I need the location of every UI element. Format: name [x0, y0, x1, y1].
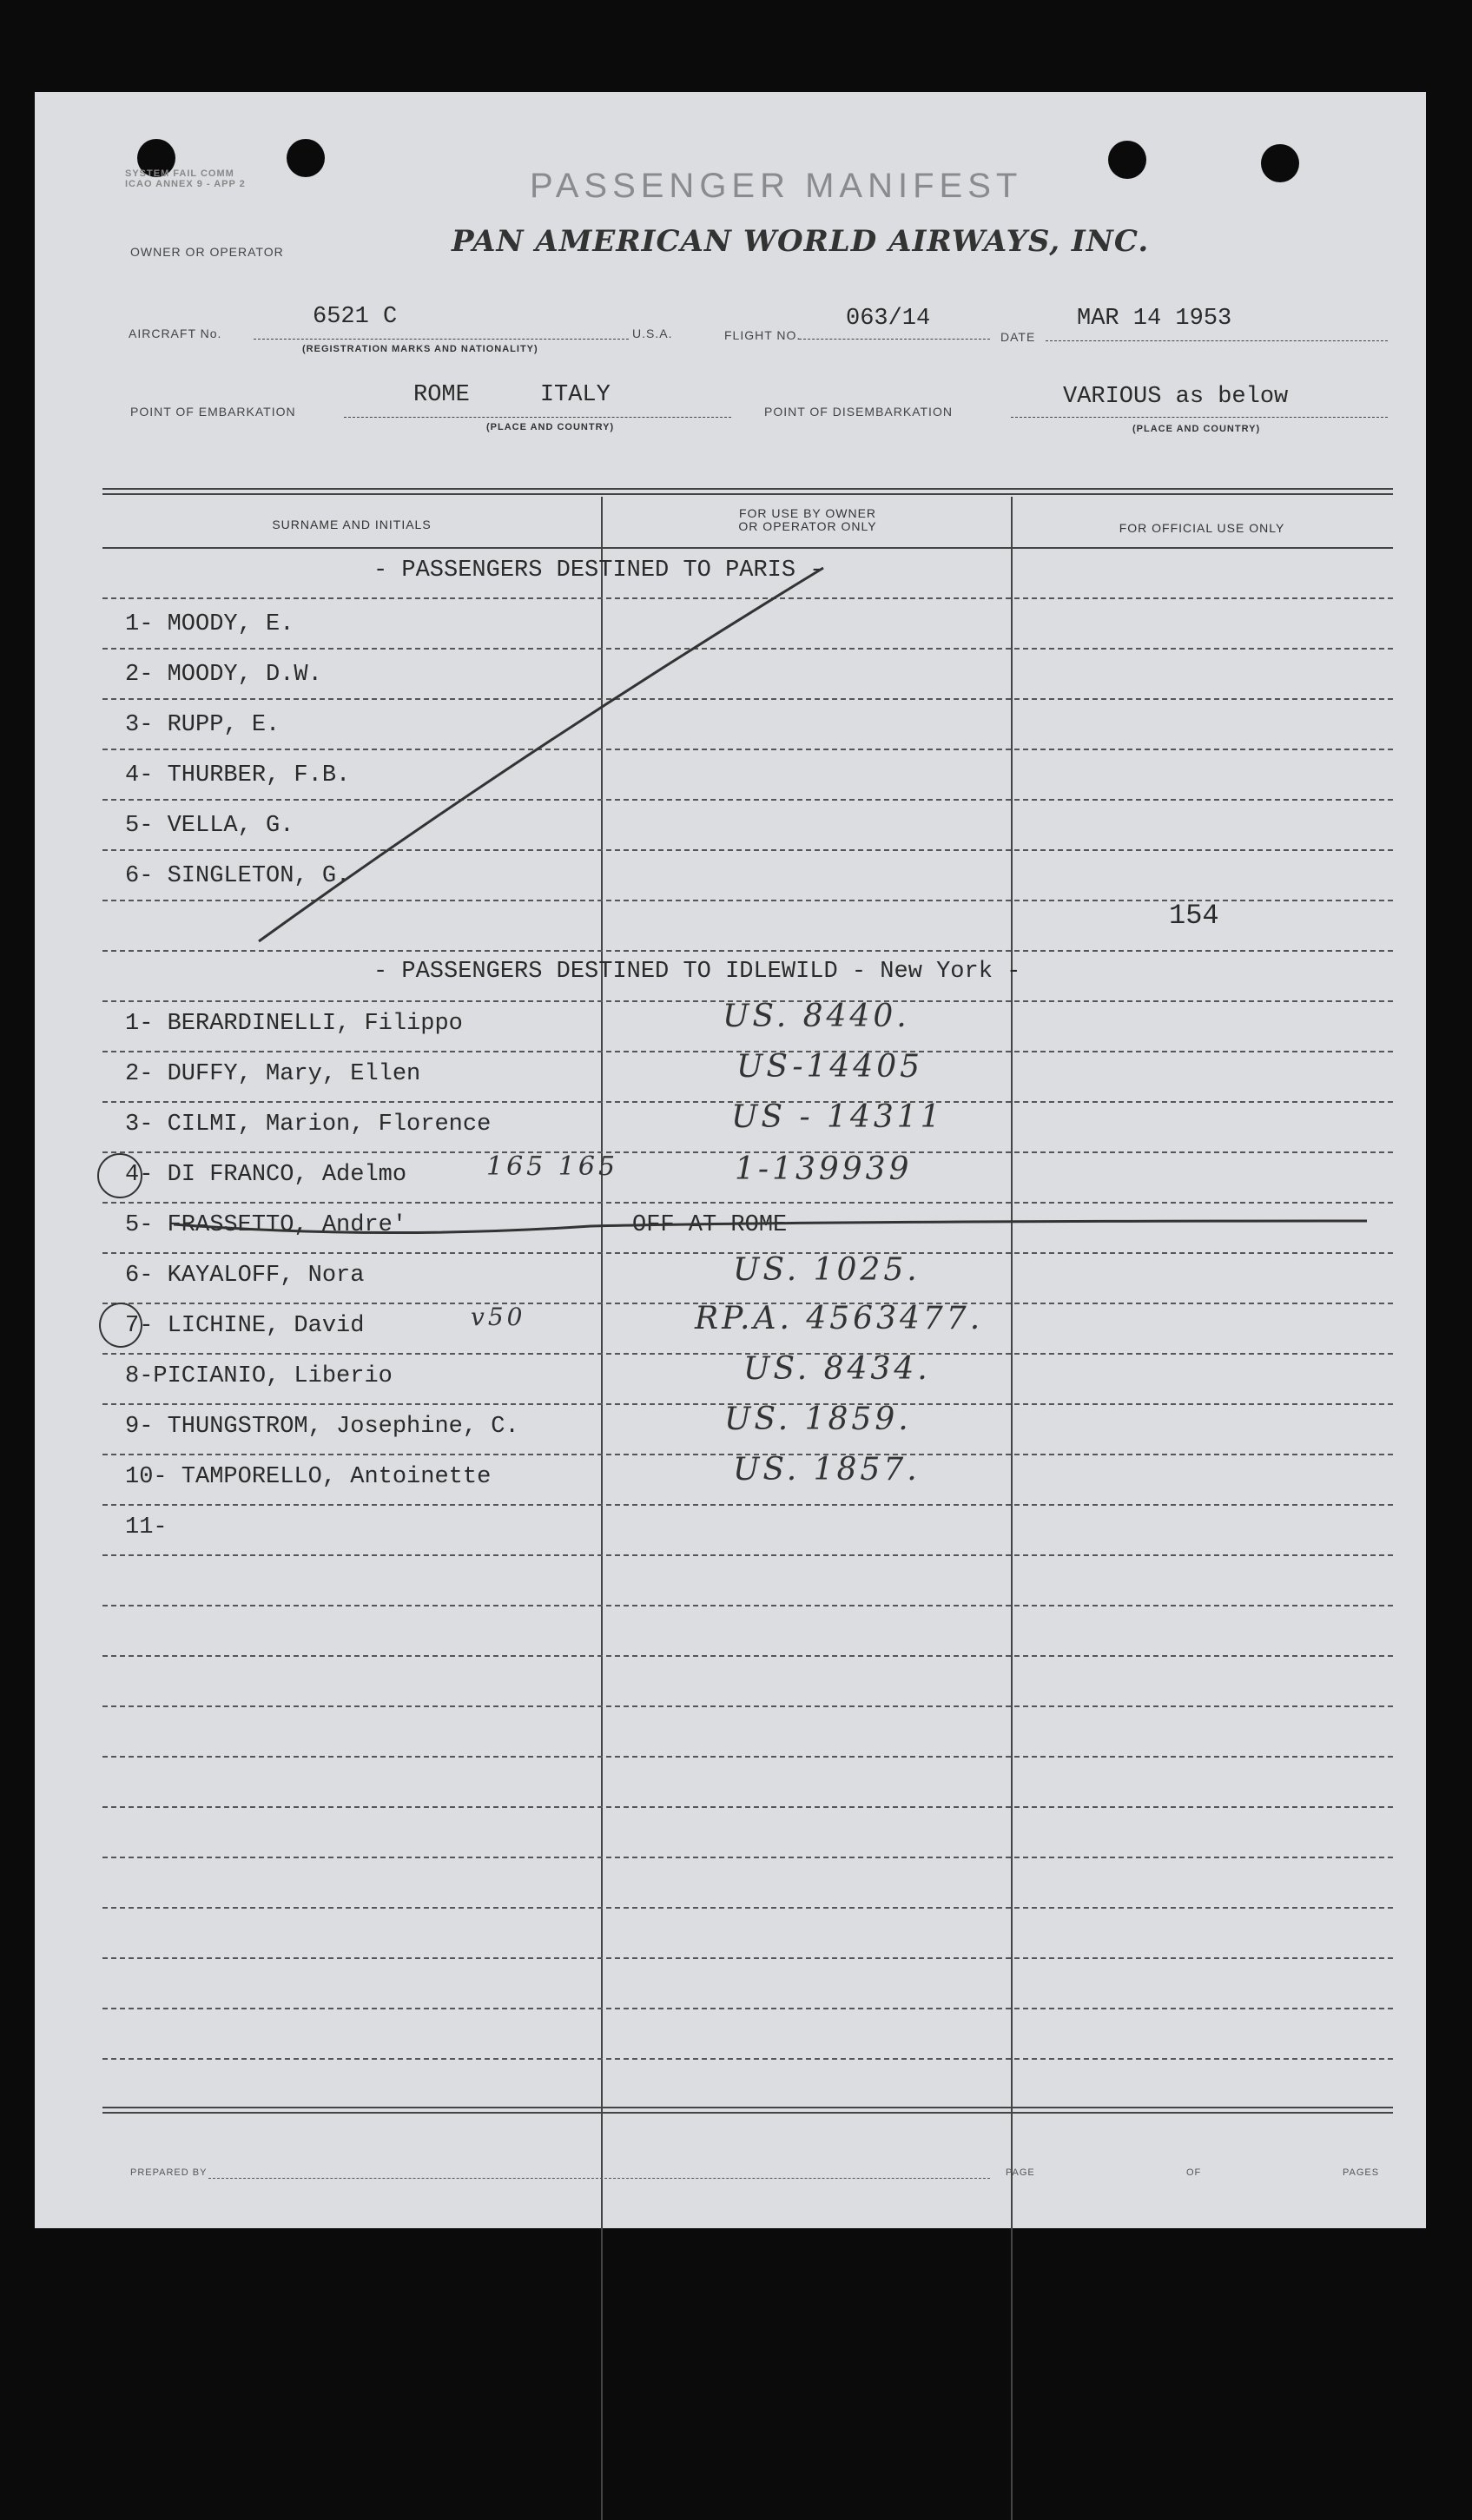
disembark-value: VARIOUS as below [1063, 384, 1289, 410]
list-item: 6- SINGLETON, G. [125, 863, 351, 889]
list-item: 4- THURBER, F.B. [125, 762, 351, 788]
rule [208, 2178, 990, 2179]
list-item: 2- MOODY, D.W. [125, 662, 322, 688]
list-item: 1- MOODY, E. [125, 611, 294, 637]
place-note: (PLACE AND COUNTRY) [1132, 424, 1261, 434]
handwritten-note: RP.A. 4563477. [695, 1301, 984, 1336]
row-rule [102, 2008, 1393, 2009]
list-item: 9- THUNGSTROM, Josephine, C. [125, 1414, 519, 1440]
row-rule [102, 1957, 1393, 1959]
stamp-line: SYSTEM FAIL COMM [125, 168, 234, 179]
embark-label: POINT OF EMBARKATION [130, 405, 296, 419]
table-bottom-rule [102, 2107, 1393, 2108]
handwritten-note: US. 1025. [733, 1252, 921, 1288]
strike-line [35, 92, 1426, 1308]
handwritten-note: US. 1857. [733, 1452, 921, 1488]
aircraft-value: 6521 C [313, 304, 398, 330]
date-label: DATE [1000, 330, 1036, 344]
circle-mark [99, 1303, 142, 1348]
flight-label: FLIGHT NO. [724, 328, 802, 342]
row-rule [102, 1655, 1393, 1657]
disembark-label: POINT OF DISEMBARKATION [764, 405, 953, 419]
list-item: 1- BERARDINELLI, Filippo [125, 1011, 463, 1037]
embark-value: ROME ITALY [413, 382, 611, 408]
row-rule [102, 1756, 1393, 1758]
registration-note: (REGISTRATION MARKS AND NATIONALITY) [302, 344, 538, 354]
handwritten-note: US. 1859. [724, 1402, 912, 1437]
table-bottom-rule [102, 2112, 1393, 2114]
list-item: 8-PICIANIO, Liberio [125, 1363, 393, 1389]
handwritten-note: 165 165 [486, 1151, 619, 1182]
form-title: PASSENGER MANIFEST [530, 167, 1023, 205]
row-rule [102, 1857, 1393, 1858]
aircraft-label: AIRCRAFT No. [129, 327, 222, 340]
list-item: 10- TAMPORELLO, Antoinette [125, 1464, 492, 1490]
list-item: 2- DUFFY, Mary, Ellen [125, 1061, 421, 1087]
row-rule [102, 1554, 1393, 1556]
handwritten-note: US - 14311 [731, 1099, 944, 1135]
list-item: 7- LICHINE, David [125, 1313, 365, 1339]
list-item: 11- [125, 1514, 168, 1540]
row-rule [102, 2058, 1393, 2060]
pages-label: PAGES [1343, 2167, 1380, 2178]
paris-heading: - PASSENGERS DESTINED TO PARIS - [373, 557, 824, 584]
handwritten-note: US. 8434. [743, 1351, 931, 1387]
handwritten-note: US-14405 [736, 1049, 924, 1085]
usa-label: U.S.A. [632, 327, 673, 340]
list-item: 4- DI FRANCO, Adelmo [125, 1162, 407, 1188]
row-rule [102, 1605, 1393, 1606]
list-item: 3- RUPP, E. [125, 712, 281, 738]
place-note: (PLACE AND COUNTRY) [486, 422, 615, 432]
company-name: PAN AMERICAN WORLD AIRWAYS, INC. [452, 224, 1150, 259]
circle-mark [97, 1153, 142, 1198]
handwritten-note: 1-139939 [735, 1151, 913, 1187]
row-rule [102, 1504, 1393, 1506]
col-owner-header: FOR USE BY OWNER OR OPERATOR ONLY [738, 506, 877, 533]
handwritten-note: US. 8440. [723, 999, 910, 1034]
page-label: PAGE [1006, 2167, 1035, 2178]
col-surname-header: SURNAME AND INITIALS [272, 518, 432, 531]
list-item: 5- VELLA, G. [125, 813, 294, 839]
off-at-rome-note: OFF AT ROME [632, 1212, 788, 1238]
handwritten-note: v50 [471, 1303, 526, 1331]
row-rule [102, 1705, 1393, 1707]
idlewild-heading: - PASSENGERS DESTINED TO IDLEWILD - New York - [373, 959, 1021, 985]
date-value: MAR 14 1953 [1077, 306, 1232, 332]
stamp-line: ICAO ANNEX 9 - APP 2 [125, 179, 246, 189]
col-official-header: FOR OFFICIAL USE ONLY [1119, 521, 1285, 535]
owner-label: OWNER OR OPERATOR [130, 245, 284, 259]
row-rule [102, 1806, 1393, 1808]
prepared-label: PREPARED BY [130, 2167, 208, 2178]
list-item: 6- KAYALOFF, Nora [125, 1263, 365, 1289]
manifest-sheet [35, 92, 1426, 2228]
flight-value: 063/14 [846, 306, 931, 332]
list-item: 5- FRASSETTO, Andre' [125, 1212, 407, 1238]
of-label: OF [1186, 2167, 1202, 2178]
row-rule [102, 1907, 1393, 1909]
paris-total: 154 [1169, 900, 1219, 932]
list-item: 3- CILMI, Marion, Florence [125, 1112, 492, 1138]
